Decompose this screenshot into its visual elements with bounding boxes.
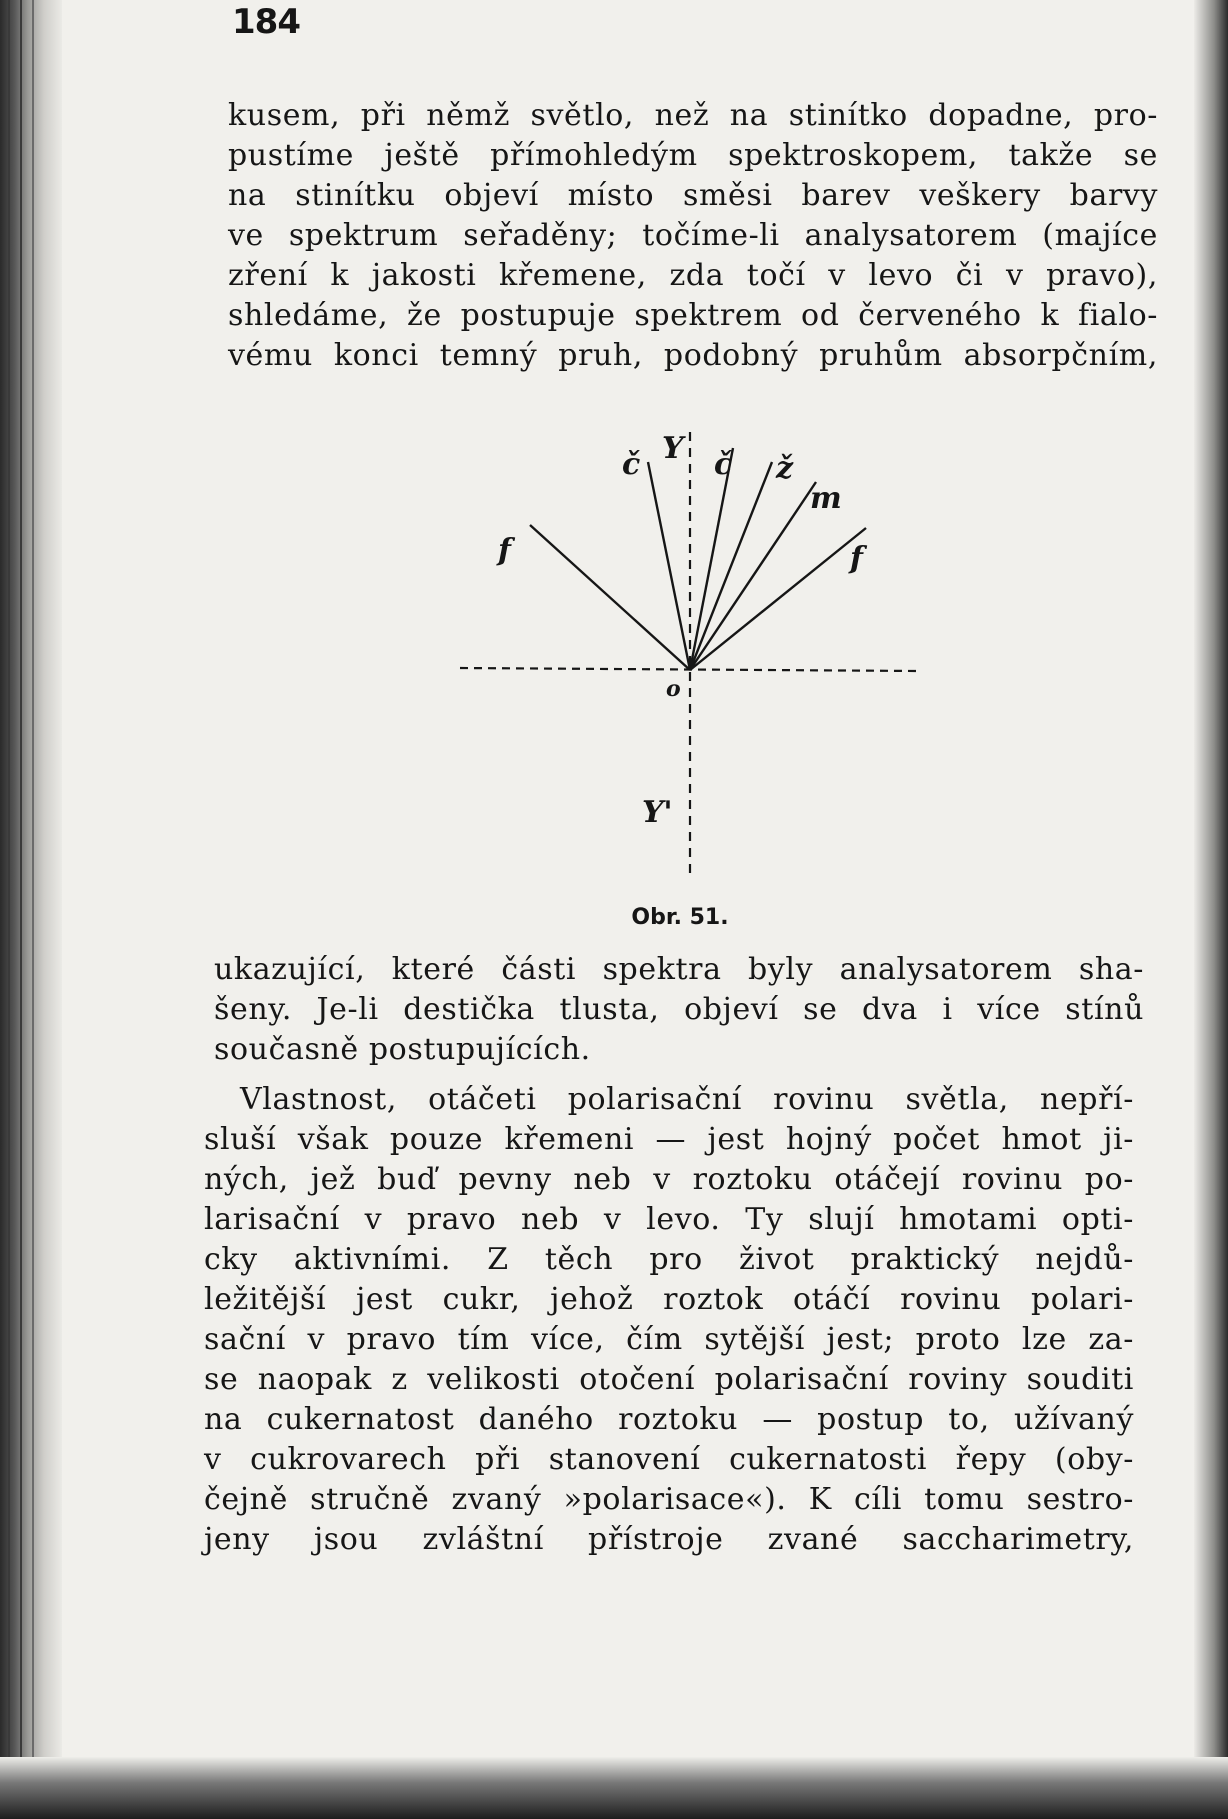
label-c-left: č	[622, 447, 641, 482]
text-line: zření k jakosti křemene, zda točí v levo či v pravo),	[228, 258, 1158, 293]
text-line: larisační v pravo neb v levo. Ty slují hmotami opti-	[204, 1202, 1134, 1237]
text-line: sluší však pouze křemeni — jest hojný počet hmot ji-	[204, 1122, 1134, 1157]
figure-51-diagram	[450, 420, 930, 890]
binding-line	[8, 0, 10, 1819]
text-line: ných, jež buď pevny neb v roztoku otáčejí rovinu po-	[204, 1162, 1134, 1197]
text-line: v cukrovarech při stanovení cukernatosti řepy (oby-	[204, 1442, 1134, 1477]
label-y-bottom: Y'	[642, 795, 673, 830]
text-line: na stinítku objeví místo směsi barev veškery barvy	[228, 178, 1158, 213]
text-line: shledáme, že postupuje spektrem od červeného k fialo-	[228, 298, 1158, 333]
binding-line	[32, 0, 34, 1819]
text-line: současně postupujících.	[214, 1032, 591, 1067]
text-line: pustíme ještě přímohledým spektroskopem, takže se	[228, 138, 1158, 173]
text-line: čejně stručně zvaný »polarisace«). K cíli tomu sestro-	[204, 1482, 1134, 1517]
text-line: sační v pravo tím více, čím sytější jest; proto lze za-	[204, 1322, 1134, 1357]
label-m: m	[810, 481, 842, 516]
page-right-edge-shadow	[1194, 0, 1228, 1819]
paragraph-3	[204, 1080, 1134, 1560]
text-line: ve spektrum seřaděny; točíme-li analysatorem (majíce	[228, 218, 1158, 253]
label-o: o	[666, 676, 681, 702]
text-line: vému konci temný pruh, podobný pruhům absorpčním,	[228, 338, 1158, 373]
page-number: 184	[232, 2, 300, 42]
label-f-left: f	[498, 533, 511, 568]
paragraph-1	[228, 96, 1158, 376]
label-z: ž	[776, 451, 794, 486]
book-binding-shadow	[0, 0, 62, 1819]
binding-line	[20, 0, 22, 1819]
text-line: cky aktivními. Z těch pro život praktický nejdů-	[204, 1242, 1134, 1277]
text-line: ležitější jest cukr, jehož roztok otáčí rovinu polari-	[204, 1282, 1134, 1317]
page-bottom-edge-shadow	[0, 1757, 1228, 1819]
ray-f-right	[690, 528, 866, 670]
text-line: šeny. Je-li destička tlusta, objeví se dva i více stínů	[214, 992, 1144, 1027]
text-line: Vlastnost, otáčeti polarisační rovinu světla, nepří-	[240, 1082, 1134, 1117]
label-f-right: f	[850, 541, 863, 576]
text-line: ukazující, které části spektra byly analysatorem sha-	[214, 952, 1144, 987]
figure-caption: Obr. 51.	[631, 905, 729, 930]
text-line: jeny jsou zvláštní přístroje zvané saccharimetry,	[204, 1522, 1134, 1557]
label-y-top: Y	[662, 431, 684, 466]
label-c-right: č	[714, 447, 733, 482]
text-line: se naopak z velikosti otočení polarisační roviny souditi	[204, 1362, 1134, 1397]
text-line: kusem, při němž světlo, než na stinítko dopadne, pro-	[228, 98, 1158, 133]
paragraph-2	[214, 950, 1144, 1070]
text-line: na cukernatost daného roztoku — postup to, užívaný	[204, 1402, 1134, 1437]
